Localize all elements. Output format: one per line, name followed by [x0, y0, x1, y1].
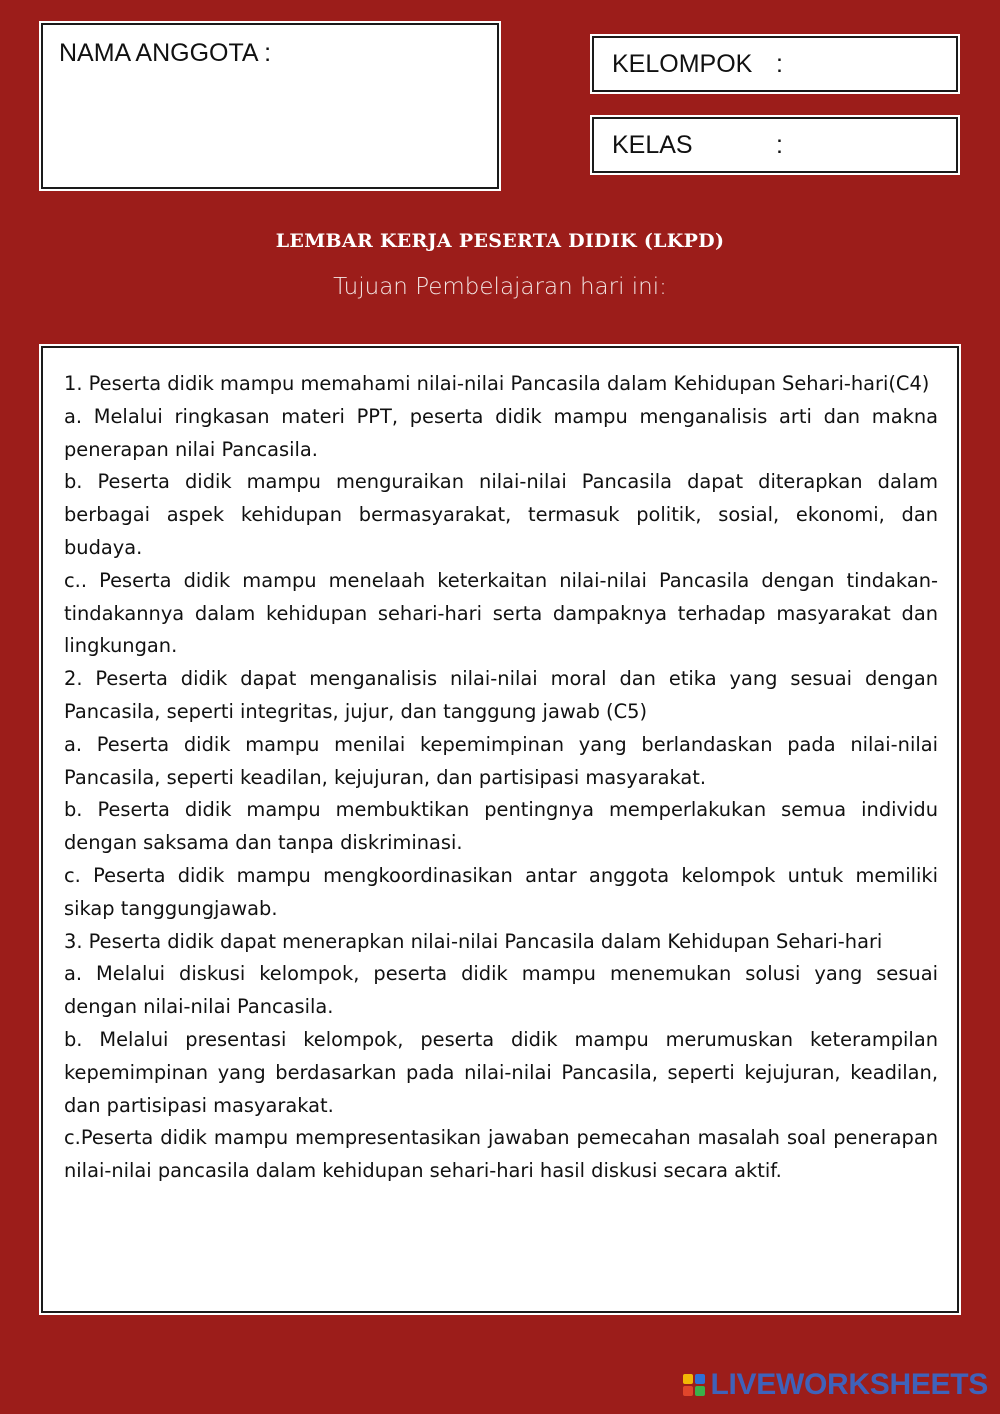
- objective-item: a. Peserta didik mampu menilai kepemimpinan yang berlandaskan pada nilai-nilai Pancasila, seperti keadilan, kejujuran, dan partisipasi masyarakat.: [64, 732, 938, 789]
- liveworksheets-logo-icon: [683, 1374, 705, 1396]
- objectives-panel: [41, 346, 959, 1313]
- worksheet-title: LEMBAR KERJA PESERTA DIDIK (LKPD): [275, 230, 725, 252]
- kelas-label: KELAS: [612, 131, 693, 159]
- liveworksheets-watermark: [683, 1368, 989, 1402]
- kelompok-colon: :: [776, 50, 783, 78]
- worksheet-subtitle: Tujuan Pembelajaran hari ini:: [333, 274, 667, 300]
- nama-anggota-label: NAMA ANGGOTA :: [59, 39, 272, 67]
- kelas-colon: :: [776, 131, 783, 159]
- kelas-field[interactable]: [592, 117, 958, 173]
- objective-item: a. Melalui diskusi kelompok, peserta didik mampu menemukan solusi yang sesuai dengan nilai-nilai Pancasila.: [64, 962, 938, 1019]
- nama-anggota-field[interactable]: [41, 23, 499, 189]
- objective-item: b. Peserta didik mampu menguraikan nilai-nilai Pancasila dapat diterapkan dalam berbagai aspek kehidupan bermasyarakat, termasuk politik, sosial, ekonomi, dan budaya.: [64, 470, 938, 559]
- objective-item: c. Peserta didik mampu mengkoordinasikan antar anggota kelompok untuk memiliki sikap tanggungjawab.: [64, 863, 938, 920]
- objectives-list: [64, 368, 938, 1188]
- objective-item: 2. Peserta didik dapat menganalisis nilai-nilai moral dan etika yang sesuai dengan Pancasila, seperti integritas, jujur, dan tanggung jawab (C5): [64, 667, 938, 723]
- objective-item: c.. Peserta didik mampu menelaah keterkaitan nilai-nilai Pancasila dengan tindakan-tindakannya dalam kehidupan sehari-hari serta dampaknya terhadap masyarakat dan lingkungan.: [64, 568, 938, 658]
- objective-item: 3. Peserta didik dapat menerapkan nilai-nilai Pancasila dalam Kehidupan Sehari-hari: [64, 929, 883, 953]
- objective-item: b. Melalui presentasi kelompok, peserta didik mampu merumuskan keterampilan kepemimpinan yang berdasarkan pada nilai-nilai Pancasila, seperti kejujuran, keadilan, dan partisipasi masyarakat.: [64, 1027, 938, 1117]
- kelompok-label: KELOMPOK: [612, 50, 753, 78]
- objective-item: c.Peserta didik mampu mempresentasikan jawaban pemecahan masalah soal penerapan nilai-nilai pancasila dalam kehidupan sehari-hari hasil diskusi secara aktif.: [64, 1126, 938, 1183]
- watermark-text: LIVEWORKSHEETS: [710, 1368, 988, 1401]
- objective-item: 1. Peserta didik mampu memahami nilai-nilai Pancasila dalam Kehidupan Sehari-hari(C4): [64, 372, 930, 395]
- objective-item: a. Melalui ringkasan materi PPT, peserta didik mampu menganalisis arti dan makna penerapan nilai Pancasila.: [64, 404, 938, 461]
- kelompok-field[interactable]: [592, 36, 958, 92]
- objective-item: b. Peserta didik mampu membuktikan pentingnya memperlakukan semua individu dengan saksama dan tanpa diskriminasi.: [64, 798, 938, 855]
